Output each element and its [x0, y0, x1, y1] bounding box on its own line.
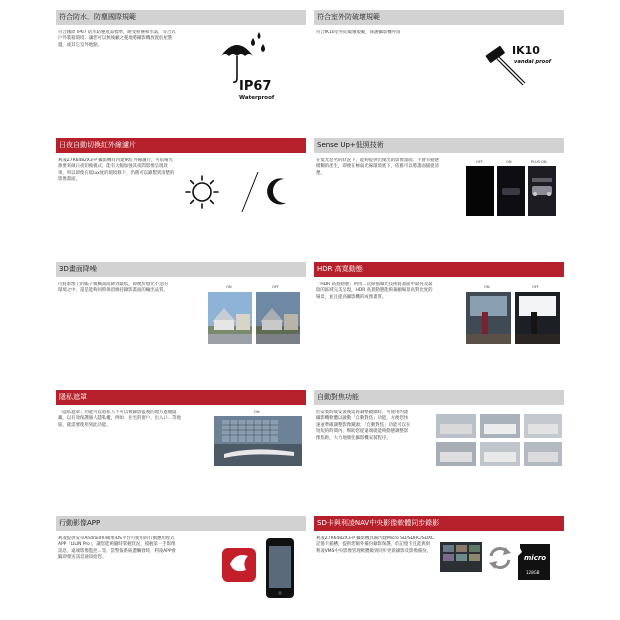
sd-size: 128GB	[526, 570, 540, 575]
card-title: 隱私遮罩	[56, 390, 306, 405]
card-title: 符合室外防破壞規範	[314, 10, 564, 25]
card-description: 利凌Z7R6482X3-P 攝影機具備內建Micro SD/SDHC/SDXC記憶卡插槽，提供您額外備份錄影保護，於記憶卡且能與與利凌VMS中央影像管理軟體做到同步更新錄影及影像備份。	[316, 536, 434, 554]
card-description: 於安裝時或安裝後需再調整鏡頭時，可使用內建攝影機軟體以啟動「自動對焦」功能，方便您快速並準確調整影像鏡頭；「自動對焦」功能可以在短短的時間內，幫助您從遠端就能夠動態調整影像焦距，大力地簡化攝影機安裝程序。	[316, 410, 411, 441]
autofocus-frames-icon	[434, 412, 564, 468]
lilin-app-logo-icon	[222, 548, 256, 582]
card-privacy-mask	[56, 390, 306, 490]
card-title: Sense Up+低照技術	[314, 138, 564, 153]
ip67-sub: Waterproof	[239, 95, 275, 101]
label-on: ON	[484, 285, 490, 289]
ik10-sub: vandal proof	[514, 59, 552, 65]
hdr-comparison	[464, 282, 562, 348]
divider-slash	[242, 172, 258, 212]
card-description: 利凌提供安卓Android和蘋果iOS平台可使用的行動應用程式APP「LILIN Pro」，讓您能夠隨時掌握狀況，摸握第一手影像訊息，遠端影像監控...等，當警報系統遭觸發時，利凌APP會隨即發送訊息通知給您。	[58, 536, 176, 561]
sync-icon	[489, 547, 511, 569]
ip67-illustration	[191, 30, 301, 110]
label-off: OFF	[272, 285, 279, 289]
sense-up-comparison	[462, 158, 562, 222]
label-on: ON	[254, 410, 260, 414]
nav-software-screenshot-icon	[440, 542, 482, 572]
card-description: 符合國際 IP67 防水防塵產品標準，耐受粉塵和水氣，等合式戶外裝箱環境；讓您可以無後顧之憂地將攝影機放置於屋簷邊，或其它室外地點。	[58, 30, 176, 48]
privacy-mask-grid	[222, 420, 278, 442]
dnr-photo-on	[208, 292, 252, 344]
microsd-card-icon	[518, 544, 550, 580]
dnr-photo-off	[256, 292, 300, 344]
moon-icon	[267, 178, 286, 204]
label-plus-on: PLUS ON	[531, 160, 547, 164]
mobile-app-illustration	[216, 534, 302, 602]
card-vandal-proof	[314, 10, 564, 110]
ip67-badge: IP67	[239, 79, 272, 94]
card-sense-up	[314, 138, 564, 238]
sd-brand: micro	[524, 554, 547, 562]
card-title: HDR 高寬動態	[314, 262, 564, 277]
card-title: 自動對焦功能	[314, 390, 564, 405]
label-on: ON	[226, 285, 232, 289]
privacy-mask-illustration	[210, 408, 306, 468]
ik10-illustration	[474, 28, 564, 90]
card-title: SD卡與利凌NAV中央影像軟體同步錄影	[314, 516, 564, 531]
card-description: 「HDR 高寬動態」利用二次掃描曝光技術將畫面中最亮及最陰的區域完美呈現，HDR 高寬動態能夠兼顧場景高對比度的場景，並且提高攝影機的成像畫質。	[316, 282, 433, 300]
card-title: 符合防水．防塵國際規範	[56, 10, 306, 25]
card-description: 「隱私遮罩」功能可以將私人不可以被錄影監視的地方遮掩隱藏，以有效保護個人隱私權，例如：住宅的窗戶、出入口…等地區，就需要使用到此功能。	[58, 410, 181, 428]
label-off: OFF	[532, 285, 539, 289]
card-hdr	[314, 262, 564, 362]
card-description: 在低光惡劣的狀況下，能夠提供出傑出的影像畫面；不會有動態模糊的產生，即便在極弱光線環境底下，依舊可以將畫面捕捉清楚。	[316, 158, 439, 176]
card-title: 行動影像APP	[56, 516, 306, 531]
hdr-photo-on	[466, 292, 511, 344]
label-off: OFF	[476, 160, 483, 164]
sun-icon	[186, 176, 218, 208]
card-description: 可將影像上的帳子模糊畫面降到最低，即便於燈光不足的環境之中，還是能夠同時保留維持錄影畫面的輸出品質。	[58, 282, 168, 294]
dnr-comparison	[206, 282, 302, 348]
hdr-photo-off	[515, 292, 560, 344]
card-title: 3D畫面降噪	[56, 262, 306, 277]
ik10-badge: IK10	[512, 44, 540, 57]
sd-sync-illustration	[438, 536, 562, 590]
card-waterproof	[56, 10, 306, 110]
card-3d-dnr	[56, 262, 306, 362]
card-mobile-app	[56, 516, 306, 616]
card-sd-nav-sync	[314, 516, 564, 616]
card-description: 利凌Z7R6482X3-P 攝影機有內建IR紅外線濾片，可依場光源要來做日夜切換模式；能有大幅加強其夜間影像呈現效果，所以即使在低lux度的環境條下，仍舊可以錄製到清楚的影像畫面。	[58, 158, 175, 183]
card-title: 日夜自動切換紅外線濾片	[56, 138, 306, 153]
umbrella-rain-icon	[221, 32, 265, 82]
card-day-night-ir	[56, 138, 306, 238]
label-on: ON	[506, 160, 512, 164]
smartphone-icon	[266, 538, 294, 598]
day-night-illustration	[180, 166, 300, 218]
card-autofocus	[314, 390, 564, 490]
card-description: 符合IK10室外防破壞規範，保護攝影機外殼	[316, 30, 401, 35]
